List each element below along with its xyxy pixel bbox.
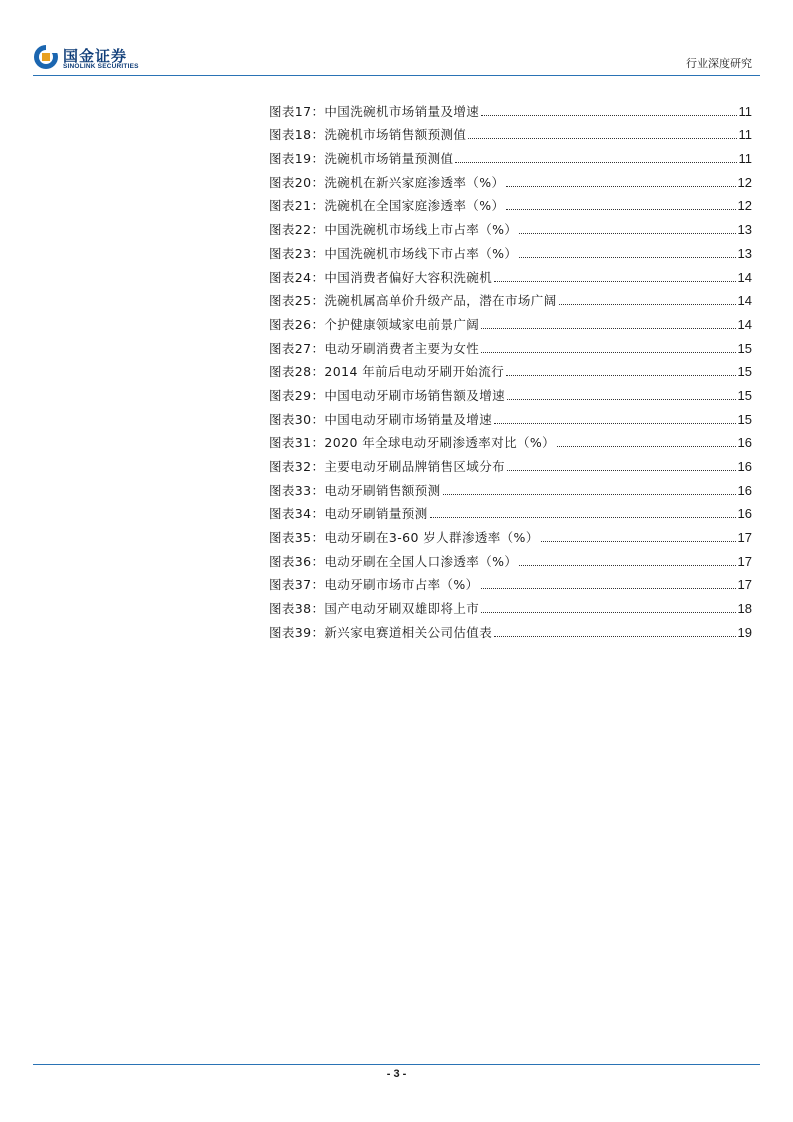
toc-entry-label: 图表19：洗碗机市场销量预测值: [269, 151, 454, 167]
toc-entry[interactable]: [269, 333, 752, 357]
toc-dot-leader: [468, 138, 736, 139]
toc-entry-label: 图表32：主要电动牙刷品牌销售区域分布: [269, 459, 506, 474]
table-of-figures: [269, 96, 752, 641]
brand-logo: [33, 44, 153, 74]
toc-dot-leader: [494, 423, 735, 424]
toc-entry-page: 15: [737, 411, 752, 427]
toc-entry-label: 图表31：2020 年全球电动牙刷渗透率对比（%）: [269, 435, 556, 451]
page-number: - 3 -: [386, 1068, 407, 1080]
toc-entry-label: 图表18：洗碗机市场销售额预测值: [269, 127, 467, 143]
toc-entry-page: 15: [737, 387, 752, 403]
toc-entry-label: 图表30：中国电动牙刷市场销量及增速: [269, 411, 493, 427]
toc-entry[interactable]: [269, 451, 752, 475]
toc-entry-label: 图表21：洗碗机在全国家庭渗透率（%）: [269, 198, 505, 214]
toc-dot-leader: [481, 328, 735, 329]
toc-entry-label: 图表22：中国洗碗机市场线上市占率（%）: [269, 222, 518, 238]
toc-dot-leader: [559, 304, 736, 305]
toc-entry-label: 图表23：中国洗碗机市场线下市占率（%）: [269, 245, 518, 261]
toc-entry-page: 17: [737, 577, 752, 593]
brand-name-cn: 国金证券: [63, 47, 128, 65]
toc-dot-leader: [481, 588, 736, 589]
toc-entry[interactable]: [269, 522, 752, 546]
toc-entry[interactable]: [269, 546, 752, 570]
toc-entry-page: 15: [737, 364, 752, 380]
toc-entry-page: 13: [737, 245, 752, 261]
toc-entry-page: 11: [738, 103, 752, 119]
toc-entry[interactable]: [269, 570, 752, 594]
toc-entry[interactable]: [269, 428, 752, 452]
toc-entry-page: 14: [737, 293, 752, 309]
toc-entry-page: 12: [737, 198, 752, 214]
toc-entry-label: 图表27：电动牙刷消费者主要为女性: [269, 340, 480, 356]
toc-entry-label: 图表24：中国消费者偏好大容积洗碗机: [269, 269, 493, 285]
toc-entry[interactable]: [269, 357, 752, 381]
toc-dot-leader: [455, 162, 736, 163]
toc-entry[interactable]: [269, 214, 752, 238]
toc-dot-leader: [506, 209, 735, 210]
sinolink-logo-icon: [33, 44, 59, 70]
toc-entry-label: 图表39：新兴家电赛道相关公司估值表: [269, 624, 493, 640]
toc-entry[interactable]: [269, 96, 752, 120]
toc-entry-label: 图表25：洗碗机属高单价升级产品，潜在市场广阔: [269, 293, 557, 309]
toc-entry-page: 15: [737, 340, 752, 356]
toc-dot-leader: [494, 636, 735, 637]
toc-dot-leader: [519, 565, 735, 566]
toc-dot-leader: [507, 399, 736, 400]
toc-entry[interactable]: [269, 499, 752, 523]
toc-entry-page: 17: [737, 553, 752, 569]
toc-dot-leader: [430, 517, 736, 518]
toc-dot-leader: [557, 446, 735, 447]
toc-entry-page: 11: [738, 151, 752, 167]
report-type-label: 行业深度研究: [686, 57, 752, 70]
toc-entry-page: 16: [737, 435, 752, 451]
toc-entry-page: 16: [737, 506, 752, 522]
toc-dot-leader: [481, 612, 735, 613]
toc-entry[interactable]: [269, 380, 752, 404]
toc-dot-leader: [506, 186, 735, 187]
toc-entry-page: 12: [737, 174, 752, 190]
toc-entry-label: 图表17：中国洗碗机市场销量及增速: [269, 103, 480, 119]
toc-dot-leader: [481, 115, 736, 116]
toc-entry-page: 11: [738, 127, 752, 143]
toc-entry-page: 14: [737, 316, 752, 332]
toc-entry-label: 图表33：电动牙刷销售额预测: [269, 482, 441, 498]
toc-dot-leader: [443, 494, 736, 495]
toc-entry-label: 图表29：中国电动牙刷市场销售额及增速: [269, 387, 506, 403]
toc-entry[interactable]: [269, 309, 752, 333]
toc-entry[interactable]: [269, 167, 752, 191]
toc-entry-label: 图表34：电动牙刷销量预测: [269, 506, 428, 522]
toc-entry-page: 13: [737, 222, 752, 238]
toc-entry-label: 图表35：电动牙刷在3-60 岁人群渗透率（%）: [269, 530, 539, 546]
toc-entry-label: 图表26：个护健康领域家电前景广阔: [269, 316, 480, 332]
toc-entry-page: 19: [737, 624, 752, 640]
toc-entry[interactable]: [269, 404, 752, 428]
toc-entry-label: 图表28：2014 年前后电动牙刷开始流行: [269, 364, 505, 380]
toc-entry[interactable]: [269, 143, 752, 167]
toc-entry[interactable]: [269, 286, 752, 310]
toc-entry-page: 16: [737, 459, 752, 474]
brand-name-en: SINOLINK SECURITIES: [63, 63, 139, 70]
toc-dot-leader: [519, 257, 735, 258]
toc-entry-label: 图表37：电动牙刷市场市占率（%）: [269, 577, 479, 593]
toc-entry[interactable]: [269, 475, 752, 499]
footer-divider: [33, 1064, 760, 1065]
toc-entry[interactable]: [269, 191, 752, 215]
toc-dot-leader: [481, 352, 735, 353]
toc-entry-page: 18: [737, 601, 752, 617]
toc-dot-leader: [507, 470, 736, 471]
toc-entry[interactable]: [269, 593, 752, 617]
toc-entry[interactable]: [269, 262, 752, 286]
toc-dot-leader: [494, 281, 735, 282]
toc-entry[interactable]: [269, 617, 752, 641]
header-divider: [33, 75, 760, 76]
toc-entry-label: 图表38：国产电动牙刷双雄即将上市: [269, 601, 480, 617]
toc-entry-page: 17: [737, 530, 752, 546]
toc-entry[interactable]: [269, 120, 752, 144]
toc-entry-page: 14: [737, 269, 752, 285]
toc-entry-label: 图表20：洗碗机在新兴家庭渗透率（%）: [269, 174, 505, 190]
toc-entry-label: 图表36：电动牙刷在全国人口渗透率（%）: [269, 553, 518, 569]
toc-entry[interactable]: [269, 238, 752, 262]
toc-dot-leader: [506, 375, 735, 376]
toc-dot-leader: [519, 233, 735, 234]
toc-entry-page: 16: [737, 482, 752, 498]
toc-dot-leader: [541, 541, 736, 542]
